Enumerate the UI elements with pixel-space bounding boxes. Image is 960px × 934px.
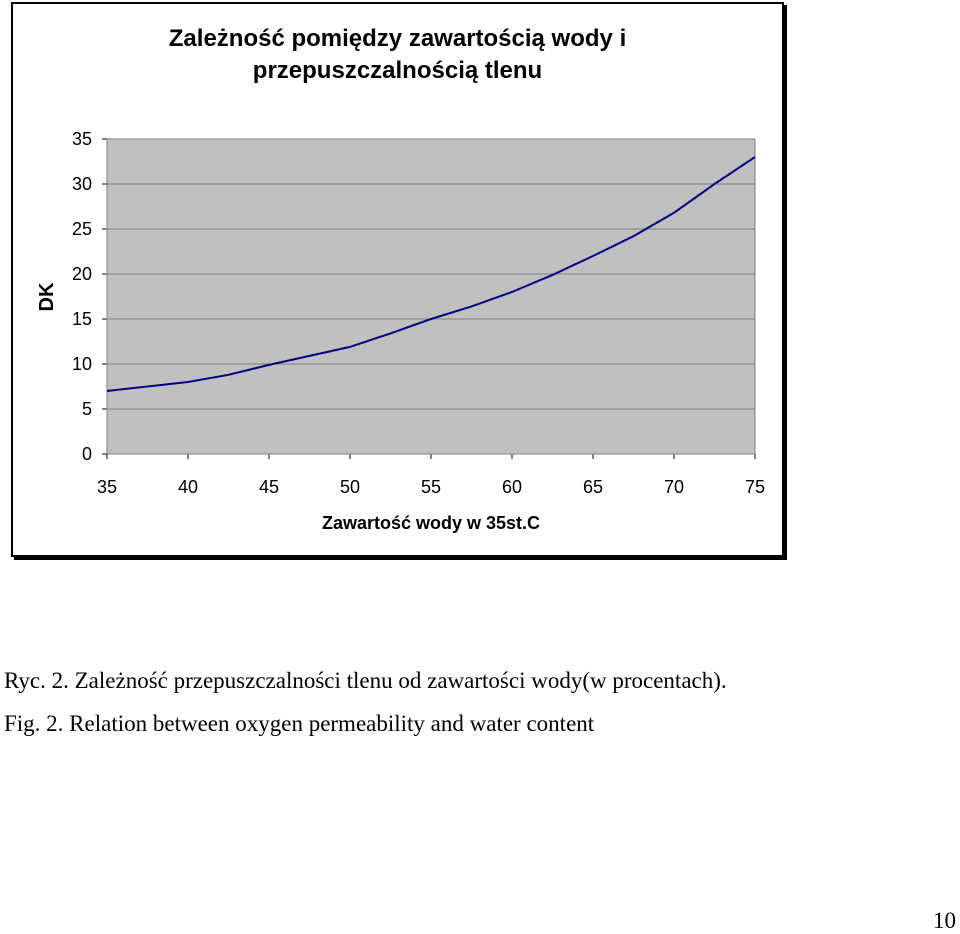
caption-polish: Ryc. 2. Zależność przepuszczalności tlenu od zawartości wody(w procentach).: [4, 668, 727, 693]
y-tick-label: 35: [71, 129, 92, 149]
y-tick-label: 15: [71, 309, 92, 329]
x-tick-label: 45: [258, 477, 280, 497]
chart-frame: [11, 2, 784, 557]
y-tick-label: 0: [81, 444, 92, 464]
chart-title-line-2: przepuszczalnością tlenu: [252, 57, 543, 84]
x-tick-label: 40: [177, 477, 199, 497]
x-tick-label: 60: [501, 477, 523, 497]
line-chart: [13, 4, 782, 555]
x-tick-label: 35: [96, 477, 118, 497]
y-tick-label: 5: [81, 399, 92, 419]
page-number: 10: [933, 908, 956, 933]
x-tick-label: 65: [582, 477, 604, 497]
y-tick-label: 25: [71, 219, 92, 239]
x-tick-label: 55: [420, 477, 442, 497]
y-tick-label: 10: [71, 354, 92, 374]
y-tick-label: 20: [71, 264, 92, 284]
x-tick-label: 70: [663, 477, 685, 497]
y-tick-label: 30: [71, 174, 92, 194]
x-tick-label: 50: [339, 477, 361, 497]
plot-area: [107, 139, 755, 454]
chart-title-line-1: Zależność pomiędzy zawartością wody i: [168, 25, 627, 52]
x-axis-label: Zawartość wody w 35st.C: [321, 513, 541, 533]
y-axis-label: DK: [36, 282, 58, 312]
x-tick-label: 75: [744, 477, 766, 497]
caption-english: Fig. 2. Relation between oxygen permeability and water content: [4, 711, 595, 736]
